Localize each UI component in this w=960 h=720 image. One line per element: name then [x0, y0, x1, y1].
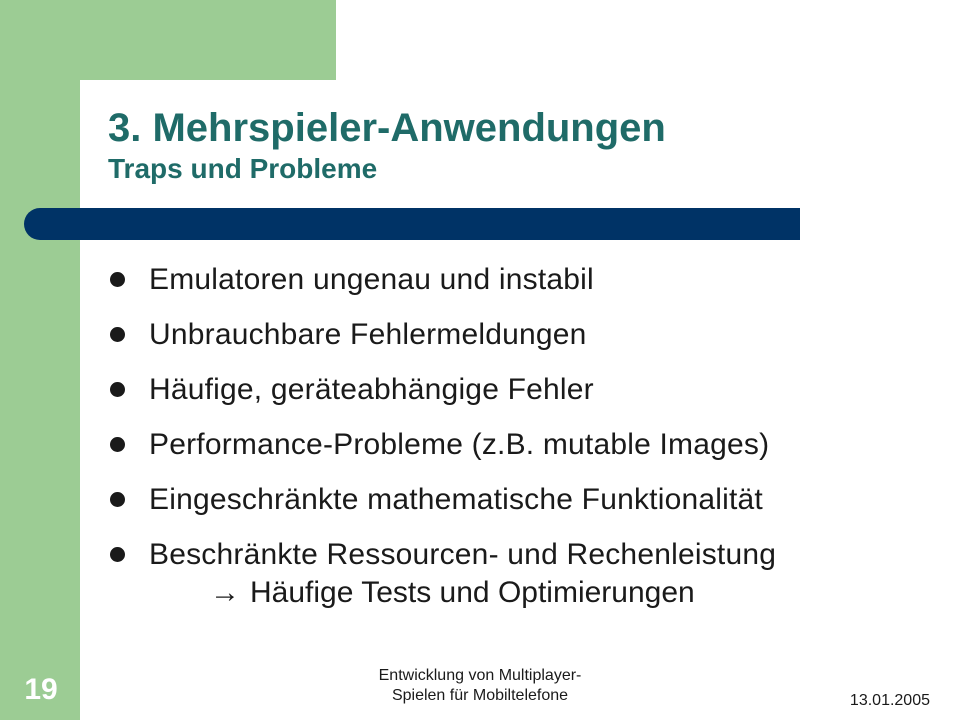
footer-caption-line2: Spielen für Mobiltelefone: [391, 687, 569, 704]
footer-caption-line1: Entwicklung von Multiplayer-: [378, 667, 582, 684]
list-item: [104, 527, 944, 582]
slide-title: 3. Mehrspieler-Anwendungen: [108, 106, 666, 150]
bullet-dot-icon: [110, 272, 125, 287]
top-green-band: [0, 0, 336, 80]
bullet-dot-icon: [110, 547, 125, 562]
footer-date: 13.01.2005: [849, 692, 930, 709]
bullet-list: [104, 252, 944, 582]
bullet-text: Eingeschränkte mathematische Funktionalität: [149, 482, 763, 516]
bullet-dot-icon: [110, 327, 125, 342]
bullet-dot-icon: [110, 437, 125, 452]
bullet-text: Beschränkte Ressourcen- und Rechenleistung: [149, 537, 777, 571]
bullet-text: Emulatoren ungenau und instabil: [149, 262, 594, 296]
bullet-text: Unbrauchbare Fehlermeldungen: [149, 317, 587, 351]
slide-subtitle: Traps und Probleme: [108, 153, 378, 184]
list-item: [104, 307, 944, 362]
list-item: [104, 252, 944, 307]
bullet-dot-icon: [110, 382, 125, 397]
conclusion-line: [210, 576, 695, 610]
list-item: [104, 362, 944, 417]
conclusion-text: Häufige Tests und Optimierungen: [250, 576, 695, 609]
bullet-text: Häufige, geräteabhängige Fehler: [149, 372, 594, 406]
title-block: [108, 104, 888, 186]
left-green-band: [0, 0, 80, 720]
bullet-dot-icon: [110, 492, 125, 507]
page-number: 19: [24, 673, 58, 706]
list-item: [104, 417, 944, 472]
arrow-right-icon: →: [210, 576, 240, 609]
footer-caption: [330, 666, 630, 706]
list-item: [104, 472, 944, 527]
bullet-text: Performance-Probleme (z.B. mutable Images): [149, 427, 770, 461]
title-divider-bar: [24, 208, 800, 240]
